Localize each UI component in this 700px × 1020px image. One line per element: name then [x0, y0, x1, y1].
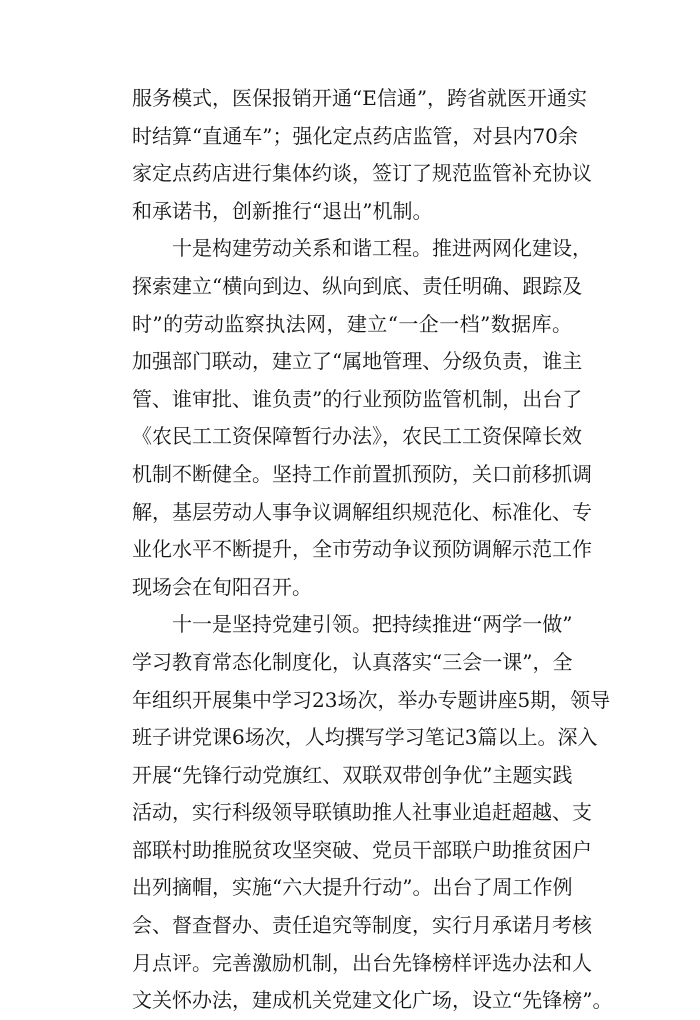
text-line: 开展“先锋行动党旗红、双联双带创争优”主题实践: [132, 762, 573, 787]
text-line: 出列摘帽，实施“六大提升行动”。出台了周工作例: [132, 875, 573, 900]
text-line: 月点评。完善激励机制，出台先锋榜样评选办法和人: [132, 950, 592, 975]
text-line: 现场会在旬阳召开。: [132, 574, 312, 599]
paragraph-continued: [132, 80, 592, 230]
text-line: 机制不断健全。坚持工作前置抓预防，关口前移抓调: [132, 461, 592, 486]
text-line: 管、谁审批、谁负责”的行业预防监管机制，出台了: [132, 386, 583, 411]
text-line: 年组织开展集中学习23场次，举办专题讲座5期，领导: [132, 687, 611, 712]
text-line: 和承诺书，创新推行“退出”机制。: [132, 198, 433, 223]
paragraph-eleven: [132, 606, 613, 1020]
text-line: 文关怀办法，建成机关党建文化广场，设立“先锋榜”。: [132, 988, 613, 1013]
text-line: 会、督查督办、责任追究等制度，实行月承诺月考核: [132, 913, 592, 938]
text-line: 解，基层劳动人事争议调解组织规范化、标准化、专: [132, 499, 592, 524]
text-line: 加强部门联动，建立了“属地管理、分级负责，谁主: [132, 349, 583, 374]
text-line: 家定点药店进行集体约谈，签订了规范监管补充协议: [132, 161, 592, 186]
text-line: 时”的劳动监察执法网，建立“一企一档”数据库。: [132, 311, 572, 336]
text-line: 学习教育常态化制度化，认真落实“三会一课”，全: [132, 649, 573, 674]
text-line: 时结算“直通车”；强化定点药店监管，对县内70余: [132, 123, 578, 148]
text-line: 探索建立“横向到边、纵向到底、责任明确、跟踪及: [132, 273, 583, 298]
document-body: [132, 80, 613, 1020]
text-line: 活动，实行科级领导联镇助推人社事业追赶超越、支: [132, 800, 592, 825]
text-line: 部联村助推脱贫攻坚突破、党员干部联户助推贫困户: [132, 837, 592, 862]
text-line: 业化水平不断提升，全市劳动争议预防调解示范工作: [132, 537, 592, 562]
text-line: 班子讲党课6场次，人均撰写学习笔记3篇以上。深入: [132, 725, 598, 750]
text-line: 服务模式，医保报销开通“E信通”，跨省就医开通实: [132, 86, 588, 110]
paragraph-ten: [132, 230, 592, 606]
text-line: 《农民工工资保障暂行办法》，农民工工资保障长效: [132, 424, 582, 449]
text-line: 十一是坚持党建引领。把持续推进“两学一做”: [172, 612, 573, 637]
text-line: 十是构建劳动关系和谐工程。推进两网化建设，: [172, 236, 592, 261]
